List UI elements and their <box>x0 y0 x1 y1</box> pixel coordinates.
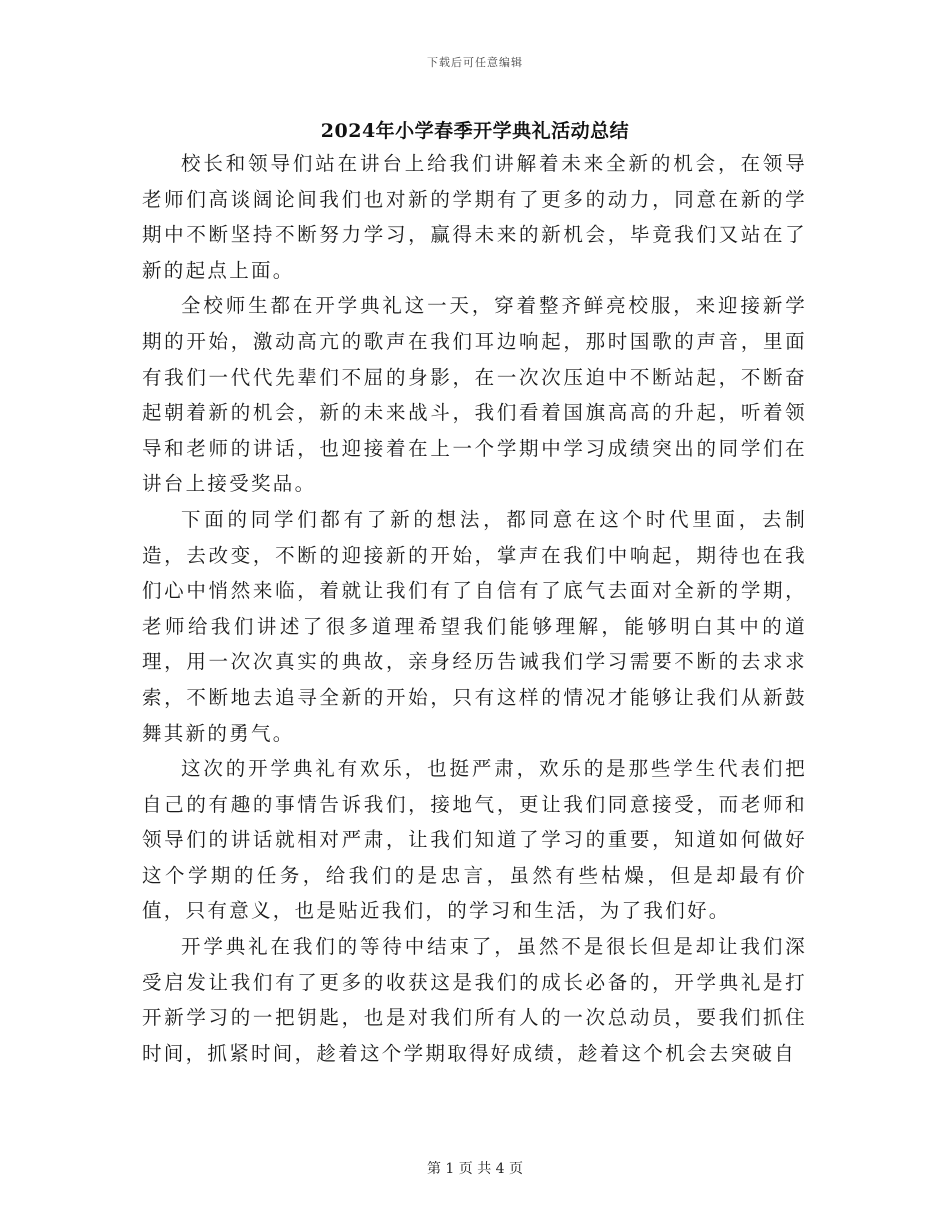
paragraph-2: 全校师生都在开学典礼这一天，穿着整齐鲜亮校服，来迎接新学期的开始，激动高亢的歌声在我们耳边响起，那时国歌的声音，里面有我们一代代先辈们不屈的身影，在一次次压迫中不断站起，不断奋起朝着新的机会，新的未来战斗，我们看着国旗高高的升起，听着领导和老师的讲话，也迎接着在上一个学期中学习成绩突出的同学们在讲台上接受奖品。 <box>142 294 807 496</box>
paragraph-1: 校长和领导们站在讲台上给我们讲解着未来全新的机会，在领导老师们高谈阔论间我们也对新的学期有了更多的动力，同意在新的学期中不断坚持不断努力学习，赢得未来的新机会，毕竟我们又站在了新的起点上面。 <box>142 152 807 282</box>
header-note: 下载后可任意编辑 <box>427 56 523 69</box>
document-body <box>142 146 807 1071</box>
paragraph-5: 开学典礼在我们的等待中结束了，虽然不是很长但是却让我们深受启发让我们有了更多的收获这是我们的成长必备的，开学典礼是打开新学习的一把钥匙，也是对我们所有人的一次总动员，要我们抓住时间，抓紧时间，趁着这个学期取得好成绩，趁着这个机会去突破自 <box>142 935 807 1065</box>
page-number-footer: 第 1 页 共 4 页 <box>426 1161 524 1177</box>
document-title: 2024年小学春季开学典礼活动总结 <box>320 120 630 142</box>
paragraph-3: 下面的同学们都有了新的想法，都同意在这个时代里面，去制造，去改变，不断的迎接新的开始，掌声在我们中响起，期待也在我们心中悄然来临，着就让我们有了自信有了底气去面对全新的学期，老师给我们讲述了很多道理希望我们能够理解，能够明白其中的道理，用一次次真实的典故，亲身经历告诫我们学习需要不断的去求求索，不断地去追寻全新的开始，只有这样的情况才能够让我们从新鼓舞其新的勇气。 <box>142 507 807 745</box>
paragraph-4: 这次的开学典礼有欢乐，也挺严肃，欢乐的是那些学生代表们把自己的有趣的事情告诉我们，接地气，更让我们同意接受，而老师和领导们的讲话就相对严肃，让我们知道了学习的重要，知道如何做好这个学期的任务，给我们的是忠言，虽然有些枯燥，但是却最有价值，只有意义，也是贴近我们，的学习和生活，为了我们好。 <box>142 757 807 923</box>
